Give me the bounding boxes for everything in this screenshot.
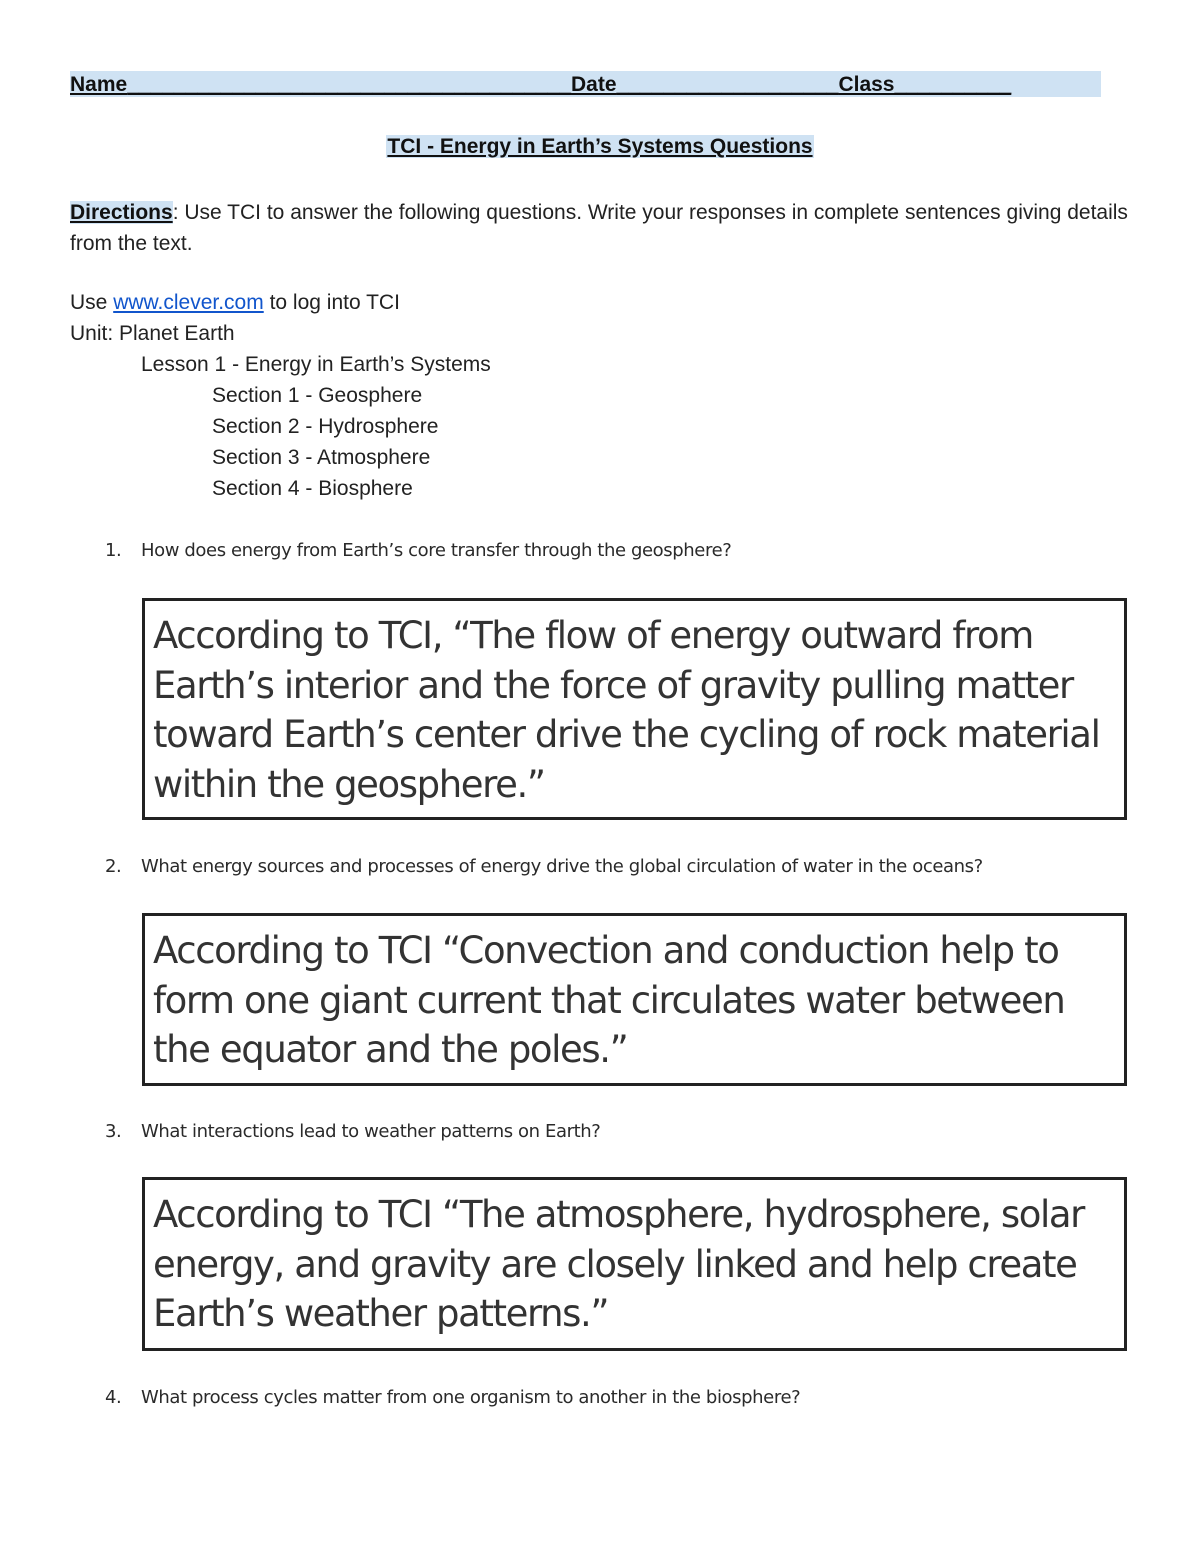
page-title: TCI - Energy in Earth’s Systems Questions — [387, 135, 813, 158]
directions-paragraph — [70, 197, 1140, 259]
lesson-line: Lesson 1 - Energy in Earth’s Systems — [141, 353, 491, 376]
question-text: What interactions lead to weather patterns on Earth? — [141, 1121, 601, 1142]
class-blank[interactable]: __________ — [894, 73, 1012, 96]
question-text: What process cycles matter from one organism to another in the biosphere? — [141, 1387, 801, 1408]
login-suffix: to log into TCI — [263, 291, 400, 314]
question-text: How does energy from Earth’s core transfer through the geosphere? — [141, 540, 732, 561]
question-number: 4. — [105, 1387, 122, 1408]
section-item: Section 3 - Atmosphere — [212, 446, 431, 469]
question-number: 2. — [105, 856, 122, 877]
directions-label: Directions — [70, 201, 173, 224]
section-item: Section 2 - Hydrosphere — [212, 415, 439, 438]
section-item: Section 1 - Geosphere — [212, 384, 423, 407]
question-3 — [105, 1121, 1155, 1142]
directions-colon: : — [172, 201, 179, 224]
name-date-class-header — [70, 71, 1101, 97]
login-line — [70, 287, 400, 318]
section-item: Section 4 - Biosphere — [212, 477, 413, 500]
question-number: 1. — [105, 540, 122, 561]
question-4 — [105, 1387, 1155, 1408]
answer-box-3[interactable]: According to TCI “The atmosphere, hydrosphere, solar energy, and gravity are closely linked and help create Earth’s weather patterns.” — [142, 1177, 1127, 1351]
date-label: Date — [571, 73, 617, 96]
directions-text: Use TCI to answer the following questions. Write your responses in complete sentences giving details from the text. — [70, 201, 1128, 255]
answer-box-2[interactable]: According to TCI “Convection and conduction help to form one giant current that circulates water between the equator and the poles.” — [142, 913, 1127, 1086]
question-number: 3. — [105, 1121, 122, 1142]
class-label: Class — [838, 73, 895, 96]
name-label: Name — [70, 73, 128, 96]
question-2 — [105, 856, 1155, 877]
clever-link[interactable]: www.clever.com — [113, 291, 264, 314]
date-blank[interactable]: ___________________ — [616, 73, 839, 96]
answer-box-1[interactable]: According to TCI, “The flow of energy outward from Earth’s interior and the force of gravity pulling matter toward Earth’s center drive the cycling of rock material within the geosphere.” — [142, 598, 1127, 820]
question-text: What energy sources and processes of energy drive the global circulation of water in the oceans? — [141, 856, 983, 877]
question-1 — [105, 540, 1155, 561]
login-prefix: Use — [70, 291, 114, 314]
name-blank[interactable]: ______________________________________ — [127, 73, 572, 96]
page-title-row — [0, 135, 1200, 159]
unit-line: Unit: Planet Earth — [70, 322, 235, 345]
